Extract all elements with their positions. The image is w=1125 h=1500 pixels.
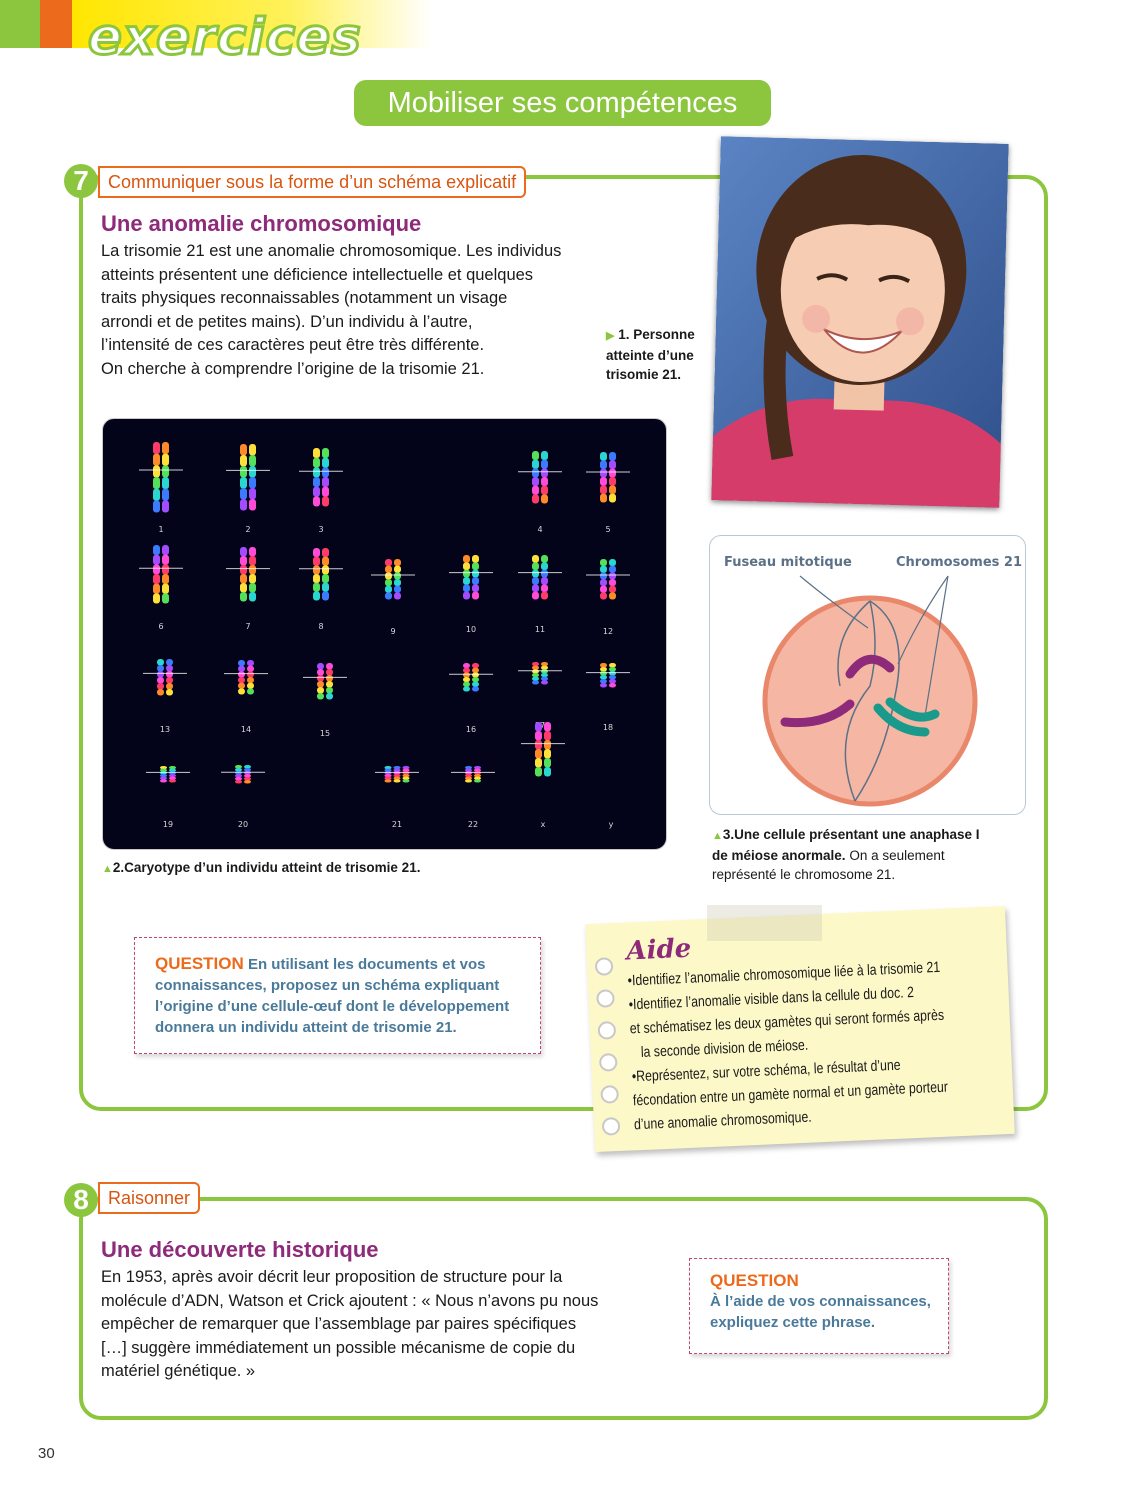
chromosome-label: 3 (318, 525, 324, 534)
aide-line: fécondation entre un gamète normal et un gamète porteur (632, 1078, 949, 1110)
chromosome-pair-17 (518, 662, 562, 685)
chromosome-label: x (540, 820, 546, 829)
exercise-8-question-box (689, 1258, 949, 1354)
exercise-8-number: 8 (64, 1183, 98, 1217)
chromosome-label: 7 (245, 622, 251, 631)
question-8-line: expliquez cette phrase. (710, 1314, 876, 1331)
photo-caption-line-1: ▶ 1. Personne (606, 327, 695, 342)
aide-line: •Identifiez l’anomalie visible dans la cellule du doc. 2 (628, 984, 915, 1014)
ring-icon (599, 1053, 618, 1072)
chromosome-label: 11 (534, 625, 546, 634)
question-8-content (710, 1271, 931, 1333)
aide-line: la seconde division de méiose. (640, 1036, 809, 1061)
chromosome-pair-18 (586, 663, 630, 688)
chromosome-pair-20 (221, 765, 265, 784)
paragraph-line: empêcher de remarquer que l’assemblage par paires spécifiques (101, 1315, 577, 1333)
chromosome-pair-12 (586, 559, 630, 600)
chromosome-label: 21 (391, 820, 403, 829)
chromosome-pair-3 (299, 448, 343, 507)
aide-line: et schématisez les deux gamètes qui seront formés après (629, 1006, 945, 1038)
chromosome-pair-21 (375, 766, 419, 783)
caption-triangle-icon: ▲ (102, 863, 113, 875)
aide-title: Aide (625, 933, 692, 967)
karyotype-caption-text: 2.Caryotype d’un individu atteint de trisomie 21. (112, 860, 421, 875)
chromosome-label: 10 (465, 625, 477, 634)
aide-line: d’une anomalie chromosomique. (633, 1108, 812, 1134)
exercise-8-heading: Une découverte historique (101, 1237, 379, 1262)
chromosome-pair-4 (518, 451, 562, 504)
chromosome-label: 12 (602, 627, 614, 636)
tape-strip (707, 905, 822, 941)
paragraph-line: La trisomie 21 est une anomalie chromosomique. Les individus (101, 242, 562, 260)
chromosome-label: 6 (158, 622, 164, 631)
label-spindle: Fuseau mitotique (724, 555, 852, 570)
paragraph-line: traits physiques reconnaissables (notamment un visage (101, 289, 508, 307)
cell-diagram (709, 535, 1026, 815)
exercise-7-paragraph (101, 240, 561, 381)
aide-note (585, 906, 1015, 1152)
chromosome-label: 8 (318, 622, 324, 631)
question-8-title: QUESTION (710, 1271, 799, 1290)
section-title: Mobiliser ses compétences (354, 80, 771, 126)
paragraph-line: On cherche à comprendre l’origine de la trisomie 21. (101, 359, 485, 378)
paragraph-line: atteints présentent une déficience intellectuelle et quelques (101, 265, 534, 284)
chromosome-pair-22 (451, 766, 495, 783)
chromosome-label: 13 (159, 725, 171, 734)
exercise-8-tag: Raisonner (98, 1182, 200, 1214)
chromosome-pair-6 (139, 545, 183, 604)
exercise-7-heading: Une anomalie chromosomique (101, 211, 422, 236)
cell-caption (712, 825, 1022, 884)
cell-caption-line-3: représenté le chromosome 21. (712, 867, 896, 882)
exercise-7-question-box (134, 937, 541, 1054)
chromosome-pair-16 (449, 663, 493, 692)
caption-arrow-icon: ▶ (606, 330, 615, 342)
header-orange-block (40, 0, 72, 48)
photo-child (711, 136, 1008, 507)
aide-line: •Identifiez l’anomalie chromosomique liée à la trisomie 21 (627, 958, 941, 990)
chromosome-pair-x (521, 722, 565, 777)
chromosome-label: 1 (158, 525, 164, 534)
ring-icon (595, 957, 614, 976)
chromosome-label: 20 (237, 820, 249, 829)
chromosome-pair-13 (143, 659, 187, 696)
photo-caption-line-2: atteinte d’une (606, 348, 694, 363)
chromosome-label: y (608, 820, 614, 829)
chromosome-pair-8 (299, 548, 343, 601)
label-chromosomes: Chromosomes 21 (896, 555, 1023, 570)
photo-caption-line-3: trisomie 21. (606, 367, 682, 382)
chromosome-pair-19 (146, 766, 190, 783)
chromosome-label: 5 (605, 525, 611, 534)
exercise-8-paragraph (101, 1266, 598, 1384)
header-green-block (0, 0, 40, 48)
question-7-text: QUESTION En utilisant les documents et vos connaissances, proposez un schéma expliquant l’origine d’une cellule-œuf dont le développement donnera un individu atteint de trisomie 21. (155, 954, 510, 1036)
cell-caption-line-1: ▲3.Une cellule présentant une anaphase I (712, 827, 980, 842)
chromosome-label: 15 (319, 729, 331, 738)
chromosome-label: 9 (390, 627, 396, 636)
question-8-line: À l’aide de vos connaissances, (710, 1293, 931, 1310)
photo-caption (606, 325, 695, 384)
paragraph-line: matériel génétique. » (101, 1362, 256, 1380)
question-7-title: QUESTION (155, 954, 244, 973)
karyotype-figure (102, 418, 667, 850)
paragraph-line: arrondi et de petites mains). D’un individu à l’autre, (101, 312, 473, 331)
page-number: 30 (38, 1445, 55, 1462)
chromosome-pair-14 (224, 660, 268, 695)
chromosome-pair-7 (226, 547, 270, 602)
chromosome-pair-2 (226, 444, 270, 511)
cell-membrane (765, 598, 975, 804)
ring-icon (602, 1117, 621, 1136)
chromosome-label: 2 (245, 525, 251, 534)
paragraph-line: […] suggère immédiatement un possible mécanisme de copie du (101, 1338, 576, 1357)
paragraph-line: molécule d’ADN, Watson et Crick ajoutent : « Nous n’avons pu nous (101, 1291, 599, 1310)
exercise-7-number: 7 (64, 164, 98, 198)
ring-icon (596, 989, 615, 1008)
chromosome-pair-10 (449, 555, 493, 600)
page-title: exercices (88, 8, 362, 66)
chromosome-label: 4 (537, 525, 543, 534)
cell-caption-line-2: de méiose anormale. On a seulement (712, 848, 945, 863)
ring-icon (597, 1021, 616, 1040)
chromosome-pair-9 (371, 559, 415, 600)
chromosome-label: 14 (240, 725, 252, 734)
aide-line: •Représentez, sur votre schéma, le résultat d’une (631, 1056, 901, 1086)
paragraph-line: l’intensité de ces caractères peut être très différente. (101, 336, 485, 354)
chromosome-label: 22 (467, 820, 479, 829)
chromosome-pair-15 (303, 663, 347, 700)
chromosome-label: 16 (465, 725, 477, 734)
exercise-7-tag: Communiquer sous la forme d’un schéma explicatif (98, 166, 526, 198)
paragraph-line: En 1953, après avoir décrit leur proposition de structure pour la (101, 1268, 563, 1286)
chromosome-label: 18 (602, 723, 614, 732)
chromosome-label: 19 (162, 820, 174, 829)
caption-triangle-icon: ▲ (712, 830, 723, 842)
ring-icon (600, 1085, 619, 1104)
karyotype-caption (102, 858, 420, 879)
chromosome-pair-11 (518, 555, 562, 600)
chromosome-pair-1 (139, 442, 183, 513)
chromosome-pair-5 (586, 452, 630, 503)
